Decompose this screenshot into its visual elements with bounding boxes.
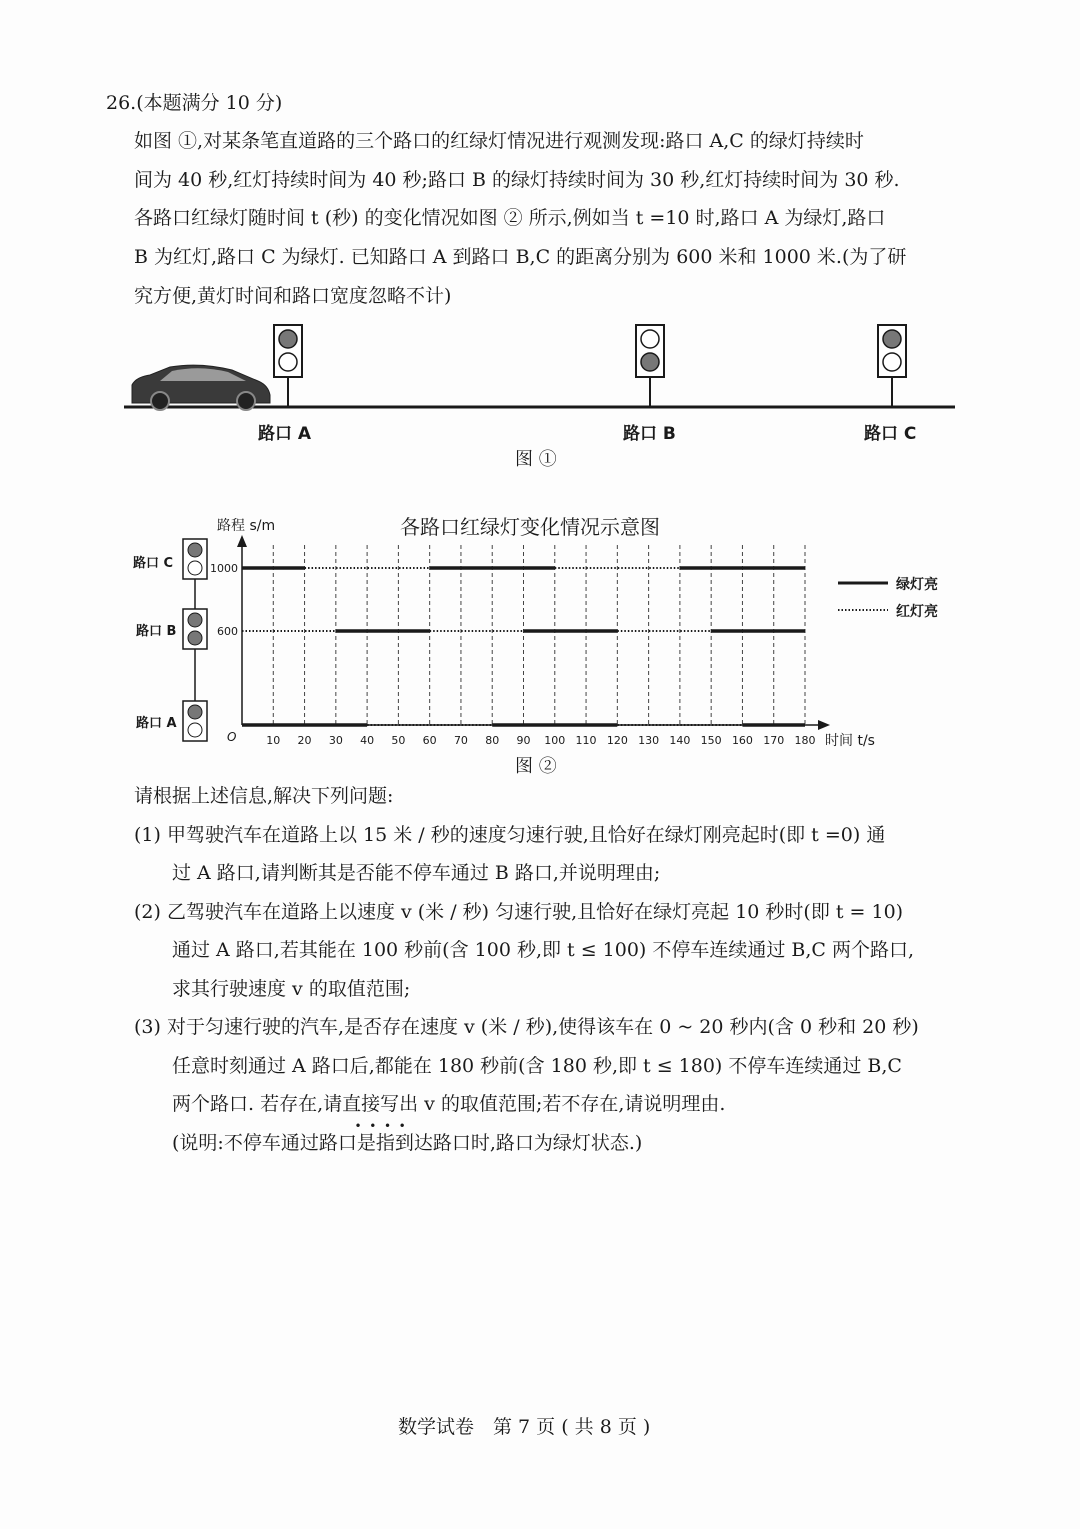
- intro-line-2: 间为 40 秒,红灯持续时间为 40 秒;路口 B 的绿灯持续时间为 30 秒,红灯持续时间为 30 秒.: [134, 169, 900, 191]
- road-label-c: 路口 C: [864, 424, 917, 444]
- traffic-light-b-icon: [636, 325, 664, 407]
- note-line: (说明:不停车通过路口是指到达路口时,路口为绿灯状态.): [172, 1132, 643, 1154]
- y-axis-arrow: [237, 535, 247, 547]
- q2-line-1: (2) 乙驾驶汽车在道路上以速度 v (米 / 秒) 匀速行驶,且恰好在绿灯亮起 10 秒时(即 t = 10): [134, 901, 904, 923]
- x-tick-label-110: 110: [575, 734, 597, 747]
- x-tick-label-100: 100: [544, 734, 566, 747]
- side-light-b-icon: [183, 609, 207, 701]
- x-tick-label-170: 170: [763, 734, 785, 747]
- x-tick-label-30: 30: [328, 734, 343, 747]
- q3-emphasis: 直接写出 • • • •: [342, 1093, 418, 1115]
- intro-line-1: 如图 ①,对某条笔直道路的三个路口的红绿灯情况进行观测发现:路口 A,C 的绿灯持续时: [134, 130, 864, 152]
- question-number: 26.(本题满分 10 分): [106, 92, 283, 114]
- q3-line-3: [172, 1091, 726, 1133]
- figure-2-chart: [0, 505, 1080, 755]
- traffic-light-c-icon: [878, 325, 906, 407]
- x-tick-label-10: 10: [266, 734, 281, 747]
- x-tick-label-20: 20: [297, 734, 312, 747]
- origin-label: O: [227, 730, 237, 744]
- intro-line-4: B 为红灯,路口 C 为绿灯. 已知路口 A 到路口 B,C 的距离分别为 600 米和 1000 米.(为了研: [134, 246, 907, 268]
- figure-1-caption: 图 ①: [515, 449, 557, 470]
- page-footer: 数学试卷 第 7 页 ( 共 8 页 ): [398, 1416, 651, 1438]
- traffic-light-a-icon: [274, 325, 302, 407]
- x-ticks: [266, 734, 815, 747]
- side-label-a: 路口 A: [136, 716, 177, 731]
- figure-1-road: [0, 315, 1080, 425]
- figure-2-caption: 图 ②: [515, 756, 557, 777]
- side-label-b: 路口 B: [136, 624, 177, 639]
- x-tick-label-180: 180: [794, 734, 816, 747]
- chart-title: 各路口红绿灯变化情况示意图: [400, 515, 660, 539]
- grid-lines: [273, 545, 805, 725]
- x-tick-label-40: 40: [360, 734, 375, 747]
- car-icon: [132, 365, 270, 410]
- side-light-c-icon: [183, 539, 207, 609]
- questions-lead: 请根据上述信息,解决下列问题:: [134, 785, 394, 807]
- q2-line-2: 通过 A 路口,若其能在 100 秒前(含 100 秒,即 t ≤ 100) 不停车连续通过 B,C 两个路口,: [172, 939, 915, 961]
- road-label-a: 路口 A: [258, 424, 312, 444]
- road-label-b: 路口 B: [623, 424, 676, 444]
- q3-line-1: (3) 对于匀速行驶的汽车,是否存在速度 v (米 / 秒),使得该车在 0 ~ 20 秒内(含 0 秒和 20 秒): [134, 1016, 919, 1038]
- emphasis-dots: • • • •: [354, 1119, 406, 1133]
- intro-line-3: 各路口红绿灯随时间 t (秒) 的变化情况如图 ② 所示,例如当 t =10 时,路口 A 为绿灯,路口: [134, 207, 886, 229]
- legend-red-label: 红灯亮: [896, 604, 938, 620]
- q3-line-2: 任意时刻通过 A 路口后,都能在 180 秒前(含 180 秒,即 t ≤ 180) 不停车连续通过 B,C: [172, 1055, 902, 1077]
- x-tick-label-80: 80: [485, 734, 500, 747]
- intro-line-5: 究方便,黄灯时间和路口宽度忽略不计): [134, 285, 452, 307]
- x-tick-label-160: 160: [731, 734, 753, 747]
- q3-line-3-after: v 的取值范围;若不存在,请说明理由.: [418, 1093, 726, 1115]
- x-tick-label-70: 70: [453, 734, 468, 747]
- x-tick-label-60: 60: [422, 734, 437, 747]
- legend-green-label: 绿灯亮: [896, 577, 938, 593]
- x-tick-label-120: 120: [606, 734, 628, 747]
- x-axis-label: 时间 t/s: [825, 733, 875, 749]
- x-tick-label-50: 50: [391, 734, 406, 747]
- side-label-c: 路口 C: [133, 556, 174, 571]
- q1-line-1: (1) 甲驾驶汽车在道路上以 15 米 / 秒的速度匀速行驶,且恰好在绿灯刚亮起时(即 t =0) 通: [134, 824, 886, 846]
- y-tick-label-600: 600: [217, 625, 238, 638]
- side-light-a-icon: [183, 701, 207, 741]
- x-axis-arrow: [818, 720, 830, 730]
- x-tick-label-150: 150: [700, 734, 722, 747]
- y-tick-label-1000: 1000: [210, 562, 238, 575]
- q2-line-3: 求其行驶速度 v 的取值范围;: [172, 978, 411, 1000]
- y-axis-label: 路程 s/m: [217, 518, 276, 534]
- x-tick-label-140: 140: [669, 734, 691, 747]
- x-tick-label-90: 90: [516, 734, 531, 747]
- x-tick-label-130: 130: [638, 734, 660, 747]
- y-ticks: [210, 562, 238, 638]
- q3-line-3-before: 两个路口. 若存在,请: [172, 1093, 343, 1115]
- q1-line-2: 过 A 路口,请判断其是否能不停车通过 B 路口,并说明理由;: [172, 862, 661, 884]
